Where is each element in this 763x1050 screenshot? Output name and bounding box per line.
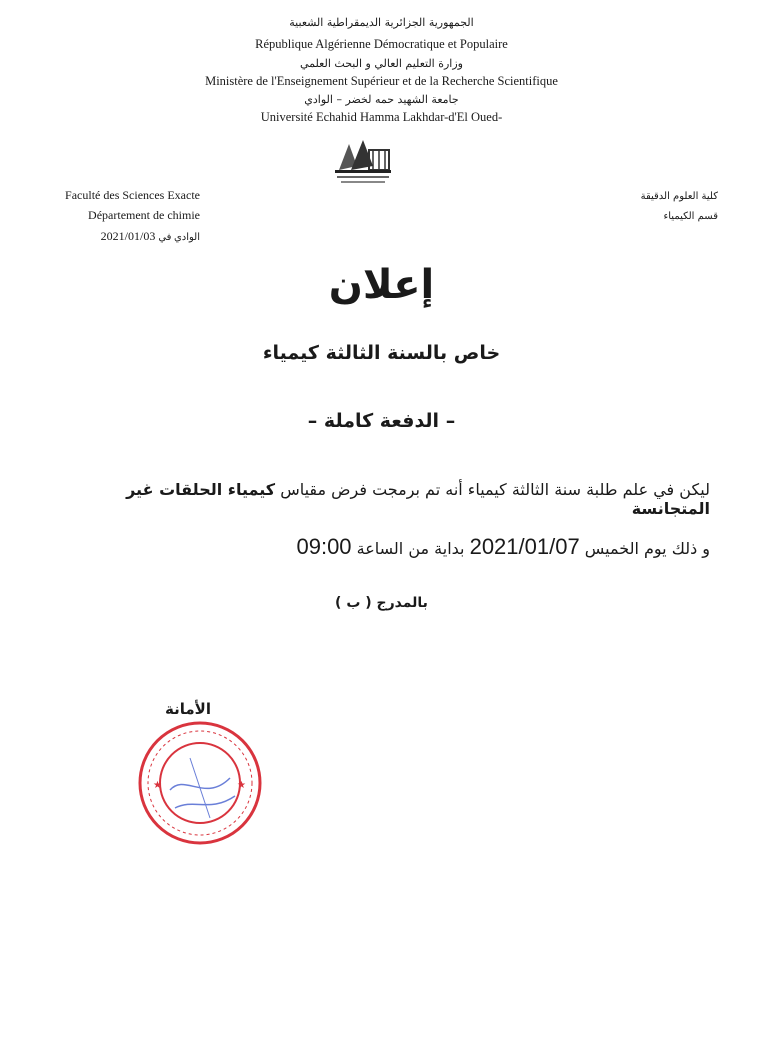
body-line-2-text-b: بداية من الساعة [356,539,465,558]
department-fr: Département de chimie [88,208,200,222]
body-line-2 [130,534,710,560]
module-name: كيمياء الحلقات غير المتجانسة [126,480,710,518]
republic-fr: République Algérienne Démocratique et Populaire [255,37,508,51]
svg-text:★: ★ [237,780,246,791]
svg-text:★: ★ [153,780,162,791]
ministry-ar: وزارة التعليم العالي و البحث العلمي [300,57,463,70]
date-value: 2021/01/03 [100,229,156,243]
university-fr: Université Echahid Hamma Lakhdar-d'El Oued- [260,110,503,124]
official-stamp [135,718,265,848]
university-ar: جامعة الشهيد حمه لخضر – الوادي [304,93,459,106]
announcement-subtitle: خاص بالسنة الثالثة كيمياء [262,342,501,364]
body-line-1-text: ليكن في علم طلبة سنة الثالثة كيمياء أنه تم برمجت فرض مقياس [280,480,710,499]
exam-time: 09:00 [296,534,352,559]
faculty-ar: كلية العلوم الدقيقة [640,191,718,202]
republic-ar: الجمهورية الجزائرية الديمقراطية الشعبية [289,16,474,29]
announcement-batch: – الدفعة كاملة – [307,410,456,432]
date-prefix: الوادي في [158,232,200,243]
university-logo [333,136,393,186]
document-date [50,226,200,248]
body-line-1 [90,480,710,518]
body-line-2-text-a: و ذلك يوم الخميس [584,539,710,558]
faculty-fr: Faculté des Sciences Exacte [65,188,200,202]
signature-label: الأمانة [165,700,211,718]
department-ar: قسم الكيمياء [663,211,718,222]
ministry-fr: Ministère de l'Enseignement Supérieur et de la Recherche Scientifique [205,74,558,88]
exam-location: بالمدرج ( ب ) [335,595,428,611]
announcement-title: إعلان [328,262,435,308]
exam-date: 2021/01/07 [469,534,580,559]
